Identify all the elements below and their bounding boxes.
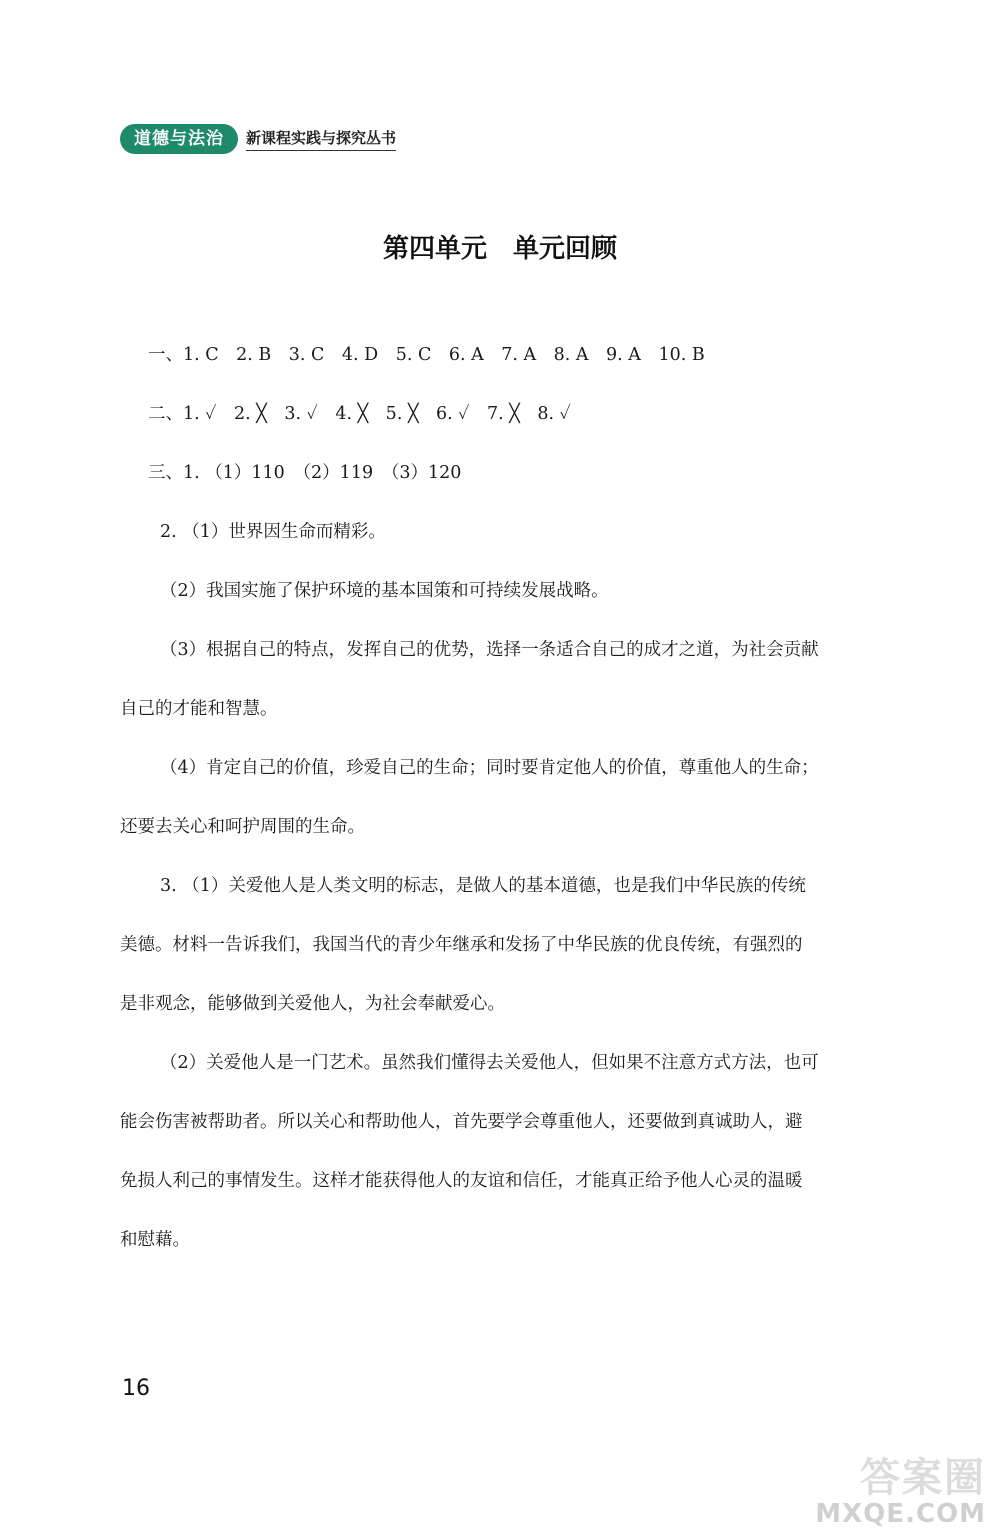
answer-line-11: 美德。材料一告诉我们，我国当代的青少年继承和发扬了中华民族的优良传统，有强烈的 <box>120 935 803 955</box>
answer-line-8: （4）肯定自己的价值，珍爱自己的生命；同时要肯定他人的价值，尊重他人的生命； <box>160 758 819 778</box>
answer-line-7: 自己的才能和智慧。 <box>120 699 278 719</box>
answer-line-1: 一、1. C 2. B 3. C 4. D 5. C 6. A 7. A 8. A 9. A 10. B <box>148 345 705 365</box>
watermark-site: MXQE.COM <box>815 1499 986 1529</box>
series-name: 新课程实践与探究丛书 <box>246 127 396 151</box>
watermark <box>815 1456 986 1528</box>
answer-line-16: 和慰藉。 <box>120 1230 190 1250</box>
page-title: 第四单元 单元回顾 <box>382 234 617 264</box>
answer-line-4: 2. （1）世界因生命而精彩。 <box>160 522 386 542</box>
answer-line-12: 是非观念，能够做到关爱他人，为社会奉献爱心。 <box>120 994 505 1014</box>
answer-line-14: 能会伤害被帮助者。所以关心和帮助他人，首先要学会尊重他人，还要做到真诚助人，避 <box>120 1112 803 1132</box>
answer-line-2: 二、1. ✓ 2. ╳ 3. ✓ 4. ╳ 5. ╳ 6. ✓ 7. ╳ 8. ✓ <box>148 404 571 424</box>
answer-line-5: （2）我国实施了保护环境的基本国策和可持续发展战略。 <box>160 581 609 601</box>
watermark-mark: 答案圈 <box>860 1455 986 1501</box>
subject-badge: 道德与法治 <box>120 124 238 154</box>
answer-line-6: （3）根据自己的特点，发挥自己的优势，选择一条适合自己的成才之道，为社会贡献 <box>160 640 819 660</box>
answer-line-15: 免损人利己的事情发生。这样才能获得他人的友谊和信任，才能真正给予他人心灵的温暖 <box>120 1171 803 1191</box>
running-header <box>120 122 396 156</box>
page-number: 16 <box>122 1376 150 1401</box>
answer-line-10: 3. （1）关爱他人是人类文明的标志，是做人的基本道德，也是我们中华民族的传统 <box>160 876 806 896</box>
answer-line-13: （2）关爱他人是一门艺术。虽然我们懂得去关爱他人，但如果不注意方式方法，也可 <box>160 1053 819 1073</box>
answer-line-3: 三、1. （1）110 （2）119 （3）120 <box>148 463 462 483</box>
answer-line-9: 还要去关心和呵护周围的生命。 <box>120 817 365 837</box>
